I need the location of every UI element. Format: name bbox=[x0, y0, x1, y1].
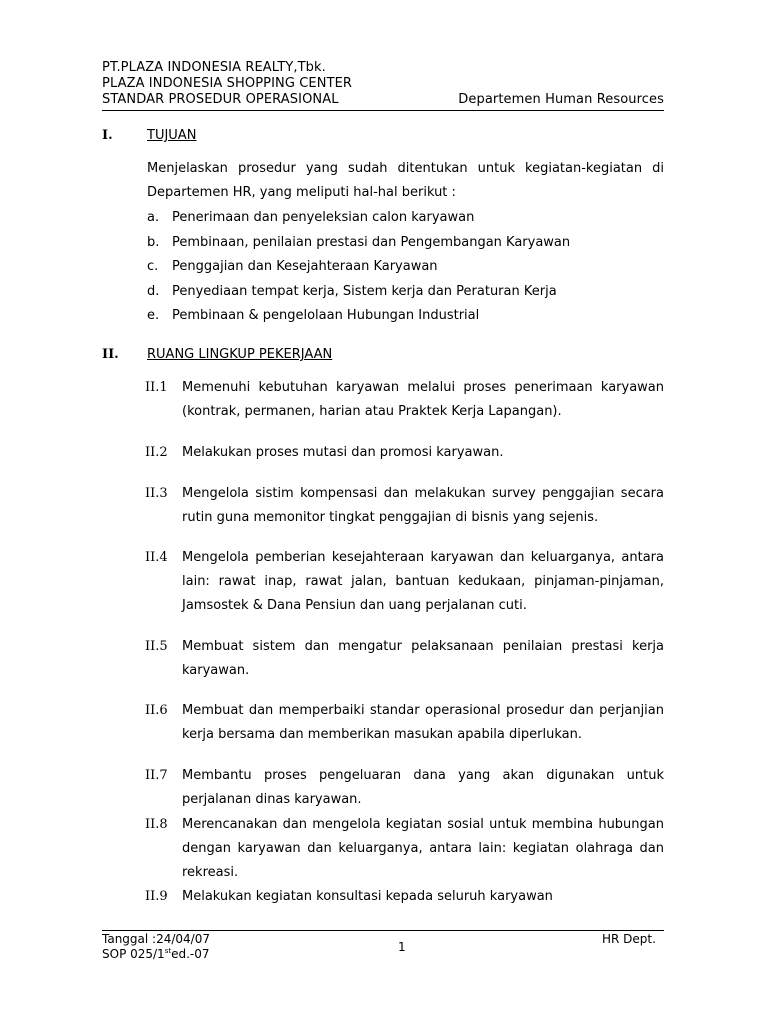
footer-date: Tanggal :24/04/07 bbox=[102, 932, 210, 946]
footer-sop-code: SOP 025/1sted.-07 bbox=[102, 947, 210, 961]
scope-item bbox=[145, 699, 664, 747]
section-heading-tujuan bbox=[102, 128, 196, 143]
item-code: II.5 bbox=[145, 639, 168, 654]
company-name: PT.PLAZA INDONESIA REALTY,Tbk. bbox=[102, 60, 326, 75]
page-number: 1 bbox=[398, 940, 406, 954]
section-intro: Menjelaskan prosedur yang sudah ditentukan untuk kegiatan-kegiatan di Departemen HR, yang meliputi hal-hal berikut : bbox=[147, 161, 664, 200]
header-divider bbox=[102, 110, 664, 111]
footer-dept: HR Dept. bbox=[602, 932, 656, 946]
scope-item bbox=[145, 885, 664, 909]
item-code: II.6 bbox=[145, 703, 168, 718]
doc-type: STANDAR PROSEDUR OPERASIONAL bbox=[102, 92, 339, 107]
item-text: Memenuhi kebutuhan karyawan melalui proses penerimaan karyawan (kontrak, permanen, harian atau Praktek Kerja Lapangan). bbox=[182, 380, 664, 419]
purpose-list bbox=[147, 206, 664, 329]
section-number: II. bbox=[102, 347, 119, 362]
item-code: II.8 bbox=[145, 817, 168, 832]
section-title: RUANG LINGKUP PEKERJAAN bbox=[147, 347, 333, 362]
item-code: II.4 bbox=[145, 550, 168, 565]
scope-item bbox=[145, 546, 664, 618]
section-title: TUJUAN bbox=[147, 128, 197, 143]
site-name: PLAZA INDONESIA SHOPPING CENTER bbox=[102, 76, 353, 91]
list-item: e. Pembinaan & pengelolaan Hubungan Industrial bbox=[147, 308, 480, 323]
scope-item bbox=[145, 376, 664, 424]
list-item: c. Penggajian dan Kesejahteraan Karyawan bbox=[147, 259, 438, 274]
scope-item bbox=[145, 441, 664, 465]
item-text: Melakukan kegiatan konsultasi kepada seluruh karyawan bbox=[182, 889, 553, 904]
item-code: II.2 bbox=[145, 445, 168, 460]
list-item: a. Penerimaan dan penyeleksian calon karyawan bbox=[147, 210, 475, 225]
scope-item bbox=[145, 764, 664, 812]
department-name: Departemen Human Resources bbox=[458, 92, 664, 107]
item-code: II.7 bbox=[145, 768, 168, 783]
scope-item bbox=[145, 813, 664, 885]
item-code: II.9 bbox=[145, 889, 168, 904]
item-text: Mengelola sistim kompensasi dan melakukan survey penggajian secara rutin guna memonitor tingkat penggajian di bisnis yang sejenis. bbox=[182, 486, 664, 525]
item-text: Membuat dan memperbaiki standar operasional prosedur dan perjanjian kerja bersama dan memberikan masukan apabila diperlukan. bbox=[182, 703, 664, 742]
item-text: Merencanakan dan mengelola kegiatan sosial untuk membina hubungan dengan karyawan dan keluarganya, antara lain: kegiatan olahraga dan rekreasi. bbox=[182, 817, 664, 880]
item-code: II.3 bbox=[145, 486, 168, 501]
section-number: I. bbox=[102, 128, 113, 143]
section-heading-ruang-lingkup bbox=[102, 347, 332, 362]
item-code: II.1 bbox=[145, 380, 168, 395]
footer-divider bbox=[102, 930, 664, 931]
document-header bbox=[102, 60, 664, 108]
item-text: Melakukan proses mutasi dan promosi karyawan. bbox=[182, 445, 504, 460]
list-item: d. Penyediaan tempat kerja, Sistem kerja dan Peraturan Kerja bbox=[147, 283, 557, 299]
scope-item bbox=[145, 635, 664, 683]
item-text: Membantu proses pengeluaran dana yang akan digunakan untuk perjalanan dinas karyawan. bbox=[182, 768, 664, 807]
scope-item bbox=[145, 482, 664, 530]
list-item: b. Pembinaan, penilaian prestasi dan Pengembangan Karyawan bbox=[147, 234, 571, 250]
item-text: Mengelola pemberian kesejahteraan karyawan dan keluarganya, antara lain: rawat inap, rawat jalan, bantuan kedukaan, pinjaman-pinjaman, Jamsostek & Dana Pensiun dan uang perjalanan cuti. bbox=[182, 550, 664, 613]
header-row bbox=[102, 92, 664, 108]
item-text: Membuat sistem dan mengatur pelaksanaan penilaian prestasi kerja karyawan. bbox=[182, 639, 664, 678]
